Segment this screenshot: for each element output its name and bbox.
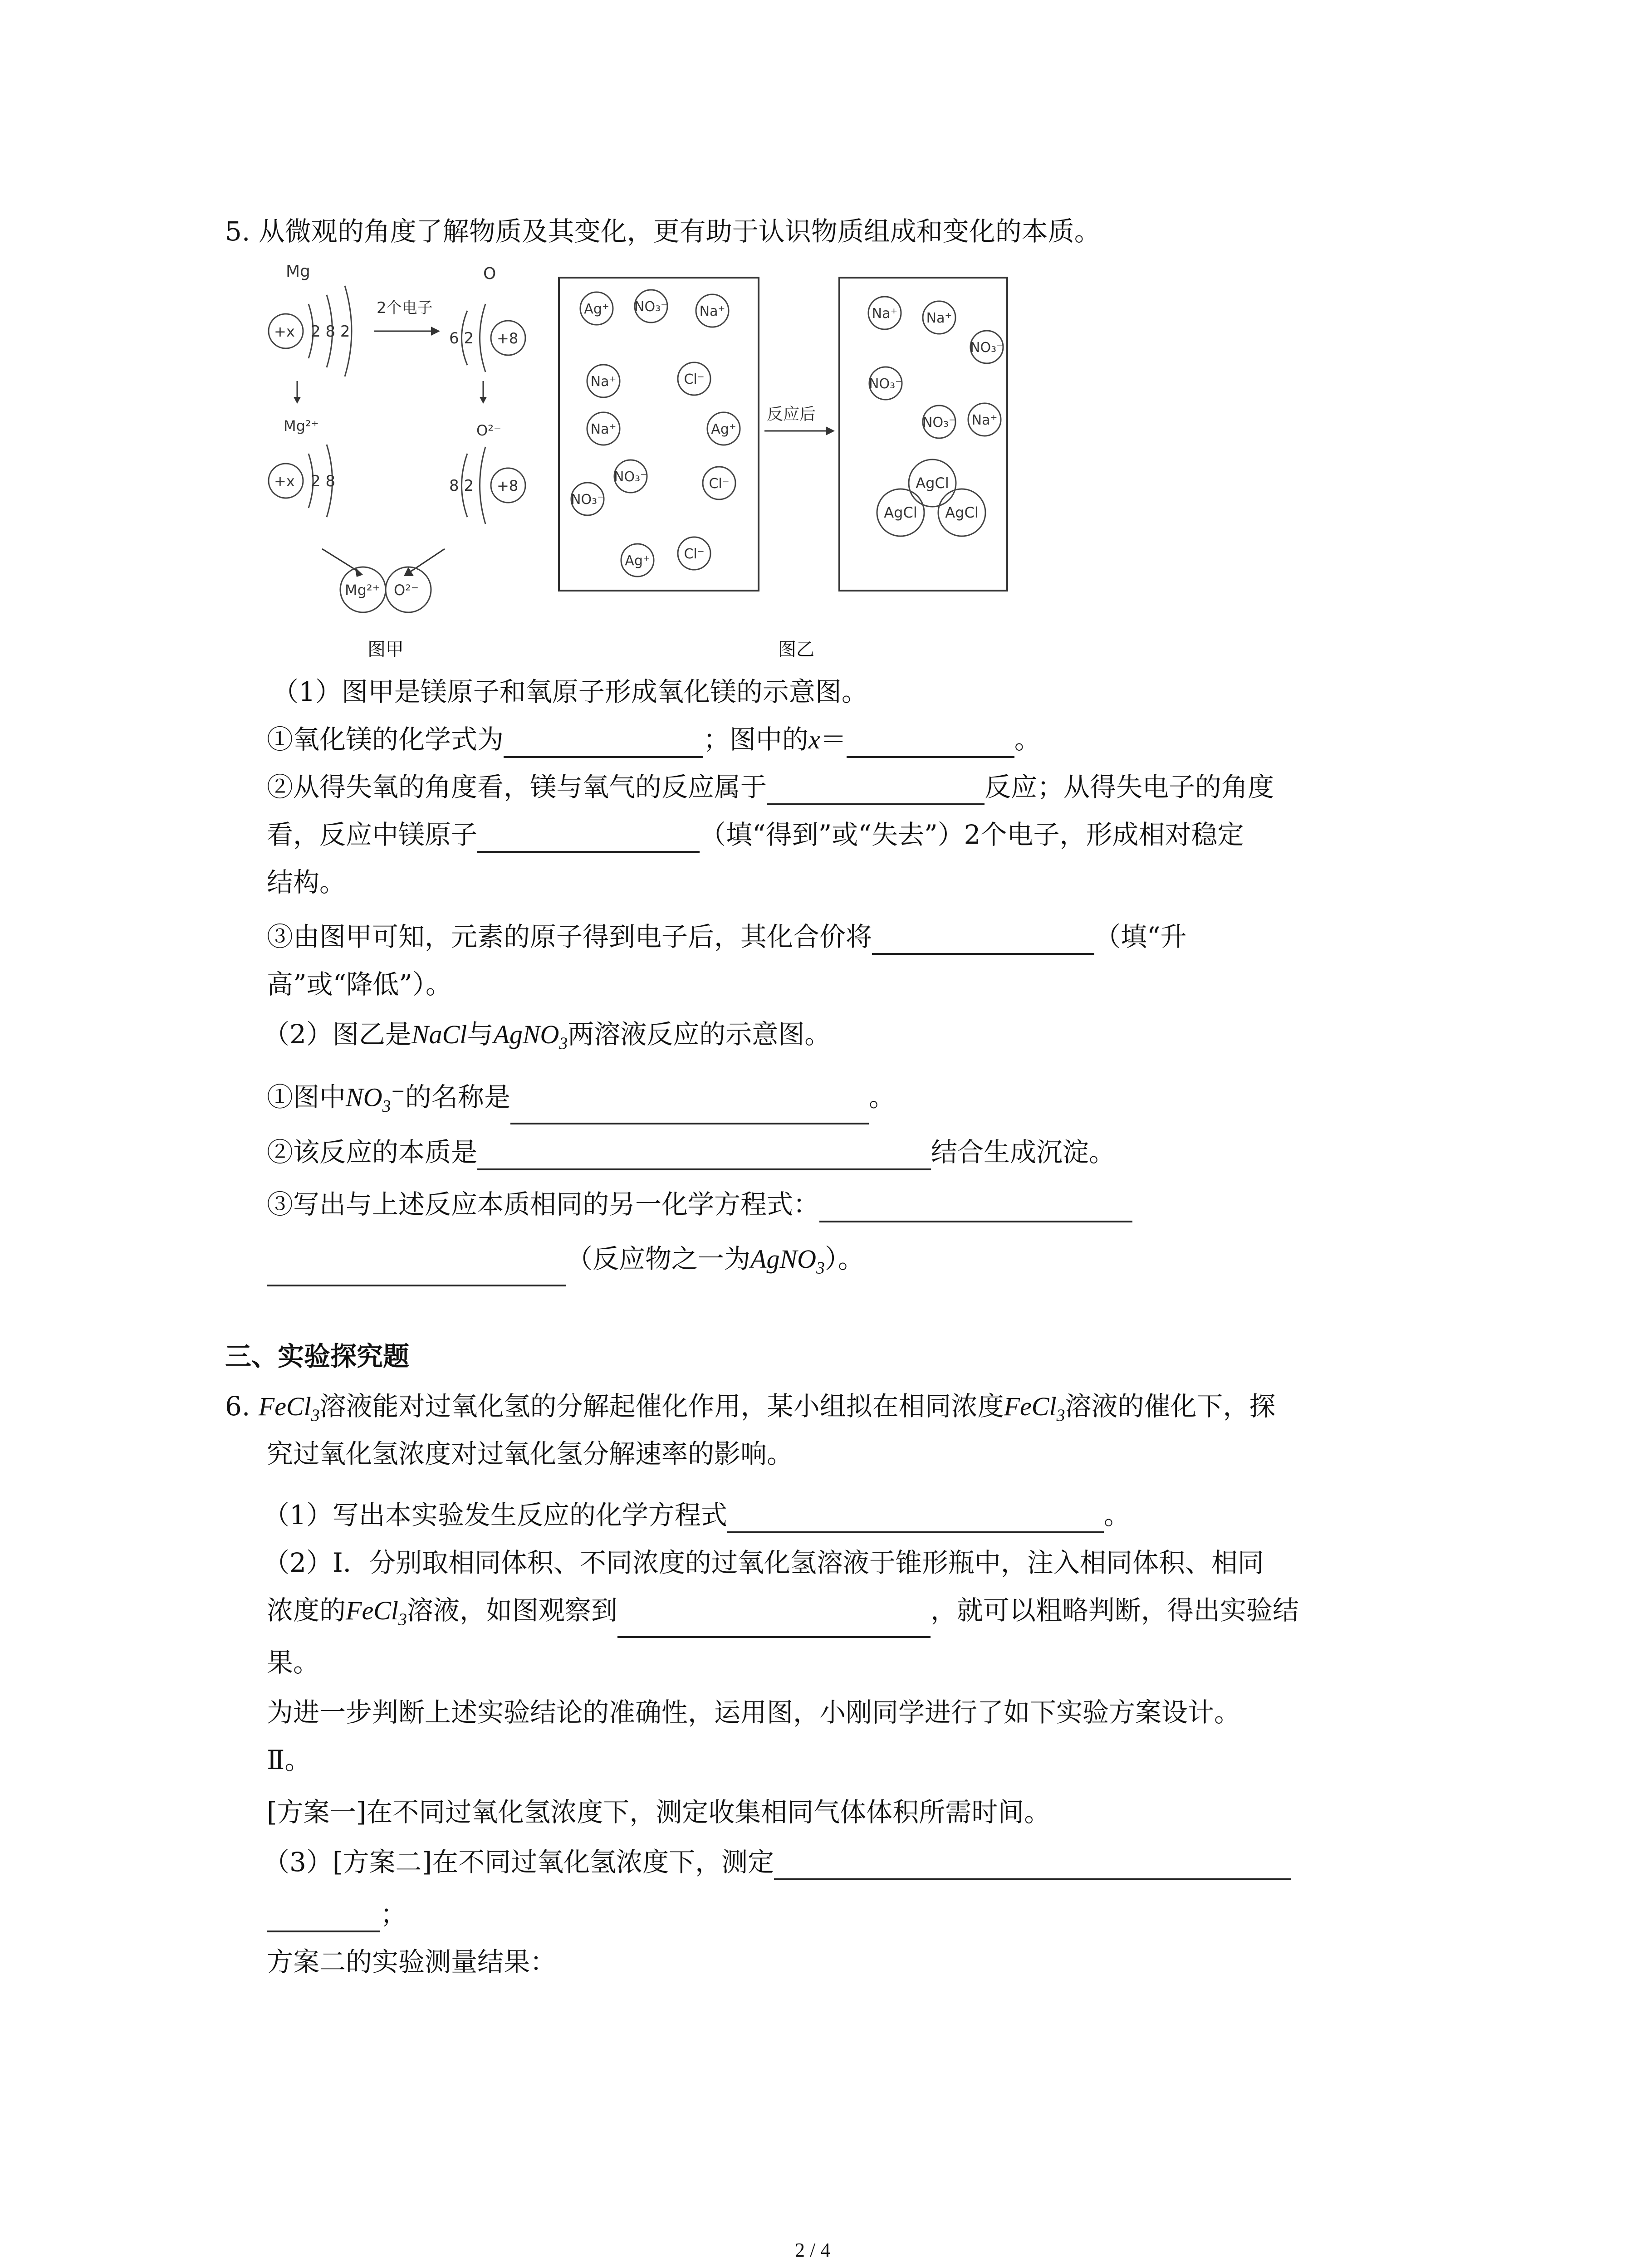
blank-reaction-type[interactable]: [767, 774, 985, 805]
q6-p2-end: 果。: [267, 1647, 320, 1678]
page-number: 2 / 4: [795, 2239, 831, 2261]
q6-plan1: [方案一]在不同过氧化氢浓度下，测定收集相同气体体积所需时间。: [267, 1797, 1051, 1828]
left-particles: [571, 290, 740, 577]
particle-label: Cl⁻: [684, 371, 705, 387]
q5-p2-1: ①图中$NO_3^-$的名称是 。: [267, 1073, 895, 1124]
particle-label: Cl⁻: [684, 546, 705, 562]
blank-essence[interactable]: [477, 1139, 931, 1170]
q5-p2-3: ③写出与上述反应本质相同的另一化学方程式：: [267, 1186, 1132, 1222]
mg-ion-shells: 2 8: [311, 472, 336, 490]
blank-plan2-2[interactable]: [267, 1901, 380, 1932]
caption-yi: 图乙: [778, 639, 814, 660]
mg-label: Mg: [286, 262, 310, 281]
q5-p1-1: ①氧化镁的化学式为 ；图中的x＝ 。: [267, 721, 1041, 758]
q6-p2-II: Ⅱ。: [267, 1745, 311, 1775]
blank-no3-name[interactable]: [510, 1094, 869, 1124]
q5-p1-3-cont: 高”或“降低”）。: [267, 969, 452, 1000]
particle-label: Ag⁺: [584, 301, 609, 317]
blank-observation[interactable]: [617, 1607, 931, 1638]
particle-label: NO₃⁻: [869, 376, 902, 392]
mg-ion-label: Mg²⁺: [284, 417, 319, 435]
q6-line2: 究过氧化氢浓度对过氧化氢分解速率的影响。: [267, 1438, 794, 1469]
o-shells: 6 2: [449, 329, 474, 347]
mg-nucleus: +x: [274, 323, 295, 340]
o-label: O: [483, 264, 496, 283]
particle-label: Na⁺: [872, 306, 898, 322]
ion-o: O²⁻: [394, 582, 419, 599]
q5-p2-2: ②该反应的本质是 结合生成沉淀。: [267, 1134, 1115, 1170]
figure-yi: [558, 277, 1012, 594]
particle-label: NO₃⁻: [571, 492, 604, 508]
particle-label: Na⁺: [590, 374, 617, 390]
arrow-electron-label: 2个电子: [377, 299, 433, 317]
q5-p2-3-cont: （反应物之一为AgNO$_3$）。: [267, 1241, 864, 1286]
particle-label: Ag⁺: [625, 553, 650, 569]
blank-gain-lose[interactable]: [477, 822, 700, 853]
o-ion-nucleus: +8: [497, 477, 519, 494]
figure-jia: [254, 254, 563, 626]
q5-p1-3: ③由图甲可知，元素的原子得到电子后，其化合价将 （填“升: [267, 919, 1187, 955]
caption-jia: 图甲: [367, 639, 404, 660]
q6-p2: （2）Ⅰ．分别取相同体积、不同浓度的过氧化氢溶液于锥形瓶中，注入相同体积、相同: [263, 1547, 1264, 1578]
q5-p1-2: ②从得失氧的角度看，镁与氧气的反应属于 反应；从得失电子的角度: [267, 769, 1274, 805]
q5-p2: （2）图乙是NaCl与AgNO$_3$两溶液反应的示意图。: [263, 1019, 831, 1053]
reaction-arrow-label: 反应后: [767, 405, 816, 424]
particle-label: Cl⁻: [709, 476, 730, 492]
q6-p3-cont: ；: [267, 1896, 407, 1932]
q6-p3: （3）[方案二]在不同过氧化氢浓度下，测定: [263, 1844, 1291, 1880]
particle-label: Na⁺: [699, 303, 725, 319]
q6-p1: （1）写出本实验发生反应的化学方程式 。: [263, 1497, 1130, 1533]
particle-label: NO₃⁻: [634, 299, 668, 315]
section-title: 三、实验探究题: [225, 1341, 410, 1372]
q6-p2-note: 为进一步判断上述实验结论的准确性，运用图，小刚同学进行了如下实验方案设计。: [267, 1697, 1241, 1728]
mg-shells: 2 8 2: [311, 323, 350, 341]
q5-p1-2-cont: 看，反应中镁原子 （填“得到”或“失去”）2个电子，形成相对稳定: [267, 816, 1244, 853]
mg-ion-nucleus: +x: [274, 473, 295, 490]
blank-equation-2[interactable]: [267, 1256, 566, 1286]
particle-label: NO₃⁻: [970, 340, 1004, 356]
q5-stem: 5. 从微观的角度了解物质及其变化，更有助于认识物质组成和变化的本质。: [225, 216, 1101, 247]
o-nucleus: +8: [497, 330, 519, 347]
particle-label: Na⁺: [926, 310, 952, 326]
q5-p1: （1）图甲是镁原子和氧原子形成氧化镁的示意图。: [272, 676, 868, 707]
blank-plan2-1[interactable]: [774, 1849, 1291, 1880]
particle-label: NO₃⁻: [614, 469, 647, 485]
blank-formula[interactable]: [504, 727, 703, 758]
blank-x[interactable]: [847, 727, 1014, 758]
q5-p1-2-end: 结构。: [267, 867, 346, 898]
right-particles: [868, 297, 1004, 536]
o-ion-label: O²⁻: [476, 422, 501, 439]
particle-label: Ag⁺: [711, 421, 736, 437]
particle-label: AgCl: [884, 504, 917, 521]
ion-mg: Mg²⁺: [345, 582, 380, 599]
q6-p3-result: 方案二的实验测量结果：: [267, 1946, 557, 1977]
q6-p2-cont: 浓度的FeCl$_3$溶液，如图观察到 ，就可以粗略判断，得出实验结: [267, 1592, 1299, 1638]
blank-equation-1[interactable]: [819, 1192, 1132, 1222]
blank-q6-equation[interactable]: [727, 1502, 1104, 1533]
particle-label: Na⁺: [590, 421, 617, 437]
o-ion-shells: 8 2: [449, 477, 474, 495]
q6-line1: 6. FeCl$_3$溶液能对过氧化氢的分解起催化作用，某小组拟在相同浓度FeCl$_3$溶液的催化下，探: [225, 1391, 1276, 1425]
particle-label: Na⁺: [971, 412, 998, 428]
particle-label: AgCl: [916, 474, 949, 492]
particle-label: AgCl: [945, 504, 979, 521]
blank-valence[interactable]: [872, 924, 1094, 955]
particle-label: NO₃⁻: [922, 415, 956, 430]
